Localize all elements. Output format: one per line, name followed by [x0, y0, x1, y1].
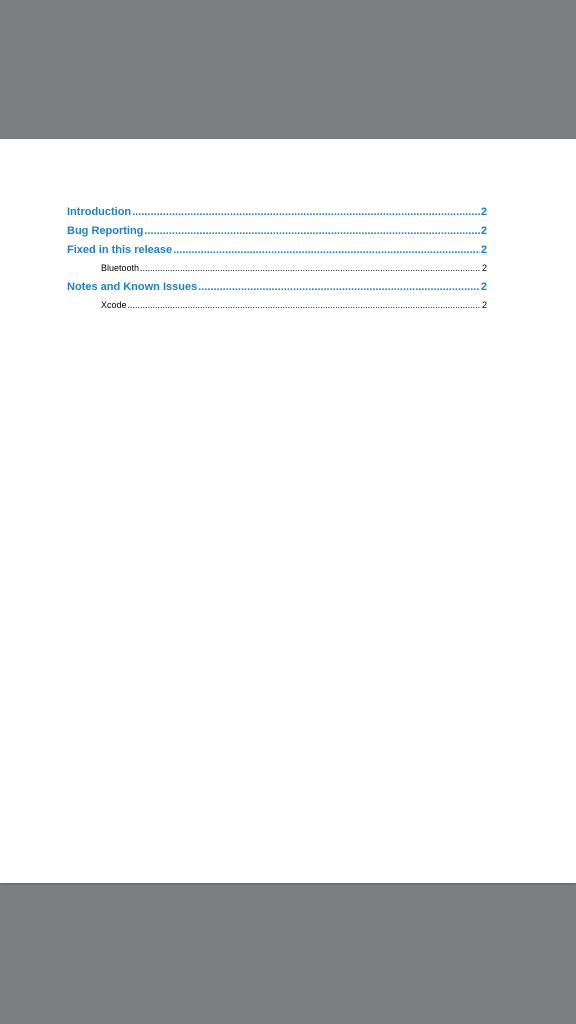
toc-entry-bluetooth[interactable]: [67, 263, 487, 281]
toc-entry-title: Bluetooth: [101, 263, 140, 273]
toc-entry-title: Bug Reporting: [67, 225, 144, 237]
toc-entry-title: Xcode: [101, 300, 127, 310]
toc-page-number: 2: [480, 281, 487, 293]
toc-dot-leader: [132, 206, 480, 218]
toc-dot-leader: [173, 244, 480, 256]
toc-dot-leader: [128, 300, 481, 310]
toc-entry-notes-and-known-issues[interactable]: [67, 281, 487, 300]
toc-entry-bug-reporting[interactable]: [67, 225, 487, 244]
table-of-contents: [67, 206, 487, 318]
toc-page-number: 2: [480, 225, 487, 237]
toc-dot-leader: [144, 225, 479, 237]
toc-entry-introduction[interactable]: [67, 206, 487, 225]
toc-dot-leader: [198, 281, 480, 293]
toc-page-number: 2: [480, 244, 487, 256]
toc-page-number: 2: [481, 300, 487, 310]
toc-dot-leader: [140, 263, 481, 273]
toc-entry-title: Notes and Known Issues: [67, 281, 198, 293]
toc-entry-title: Introduction: [67, 206, 132, 218]
toc-entry-title: Fixed in this release: [67, 244, 173, 256]
toc-entry-fixed-in-this-release[interactable]: [67, 244, 487, 263]
toc-entry-xcode[interactable]: [67, 300, 487, 318]
toc-page-number: 2: [480, 206, 487, 218]
toc-page-number: 2: [481, 263, 487, 273]
